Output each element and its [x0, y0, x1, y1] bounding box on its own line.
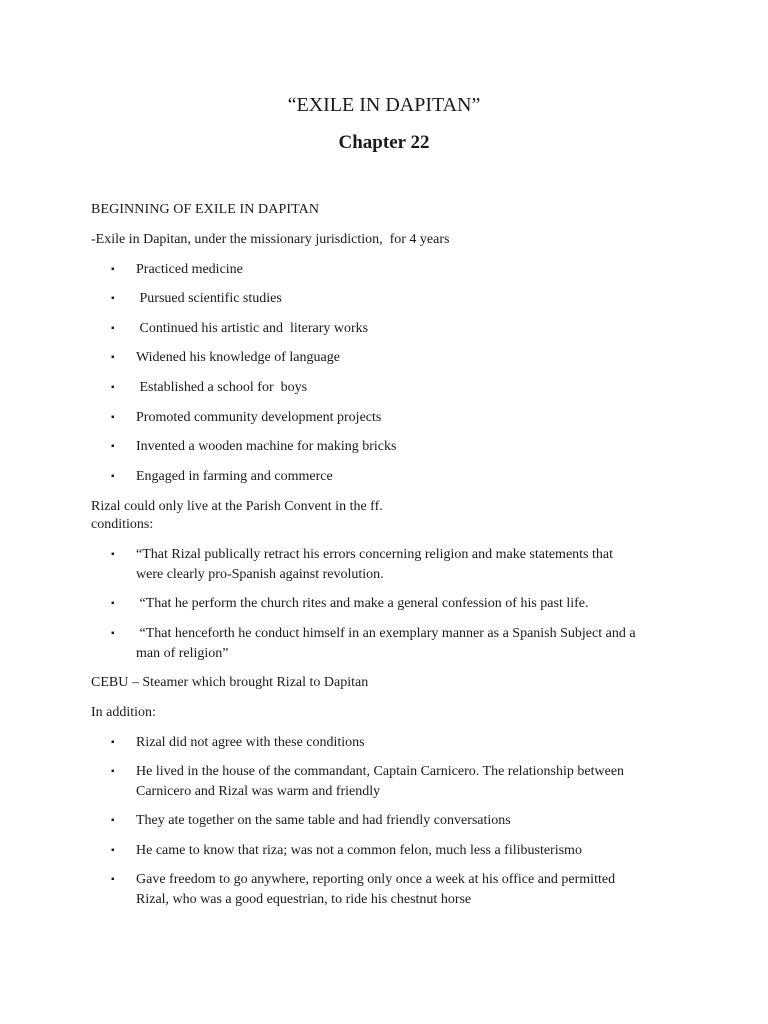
bullet-icon: ▪ [111, 737, 115, 748]
bullet-icon: ▪ [111, 382, 115, 393]
bullet-icon: ▪ [111, 323, 115, 334]
bullet-icon: ▪ [111, 598, 115, 609]
conditions-intro: Rizal could only live at the Parish Convent in the ff. [91, 499, 383, 514]
addition-label: In addition: [91, 705, 156, 720]
bullet-icon: ▪ [111, 264, 115, 275]
cebu-line: CEBU – Steamer which brought Rizal to Dapitan [91, 675, 369, 690]
document-page: “EXILE IN DAPITAN” Chapter 22 BEGINNING OF EXILE IN DAPITAN -Exile in Dapitan, under the missionary jurisdiction, for 4 years ▪ Practiced medicine ▪ Pursued scientific studies ▪ Continued his artistic and literary works ▪ Widened his knowledge of language ▪ Established a school for boys ▪ Promoted community development projects ▪ Invented a wooden machine for making bricks ▪ Engaged in farming and commerce Rizal could only live at the Parish Convent in the ff. conditions: ▪ “That Rizal publically retract his errors concerning religion and make statements that were clearly pro-Spanish against revolution. ▪ “That he perform the church rites and make a general confession of his past life. ▪ “That henceforth he conduct himself in an exemplary manner as a Spanish Subject and a man of religion” CEBU – Steamer which brought Rizal to Dapitan In addition: ▪ Rizal did not agree with these conditions ▪ He lived in the house of the commandant, Captain Carnicero. The relationship between Carnicero and Rizal was warm and friendly ▪ They ate together on the same table and had friendly conversations ▪ He came to know that riza; was not a common felon, much less a filibusterismo ▪ Gave freedom to go anywhere, reporting only once a week at his office and permitted Rizal, who was a good equestrian, to ride his chestnut horse [0, 0, 768, 1024]
bullet-icon: ▪ [111, 549, 115, 560]
bullet-icon: ▪ [111, 628, 115, 639]
bullet-icon: ▪ [111, 441, 115, 452]
section-heading: BEGINNING OF EXILE IN DAPITAN [91, 202, 320, 217]
chapter-heading: Chapter 22 [338, 132, 430, 153]
bullet-icon: ▪ [111, 352, 115, 363]
bullet-icon: ▪ [111, 815, 115, 826]
intro-line: -Exile in Dapitan, under the missionary jurisdiction, for 4 years [91, 232, 450, 247]
bullet-icon: ▪ [111, 293, 115, 304]
bullet-icon: ▪ [111, 766, 115, 777]
bullet-icon: ▪ [111, 412, 115, 423]
conditions-intro-cont: conditions: [91, 517, 154, 532]
document-title: “EXILE IN DAPITAN” [287, 94, 481, 116]
bullet-icon: ▪ [111, 874, 115, 885]
bullet-icon: ▪ [111, 845, 115, 856]
bullet-icon: ▪ [111, 471, 115, 482]
